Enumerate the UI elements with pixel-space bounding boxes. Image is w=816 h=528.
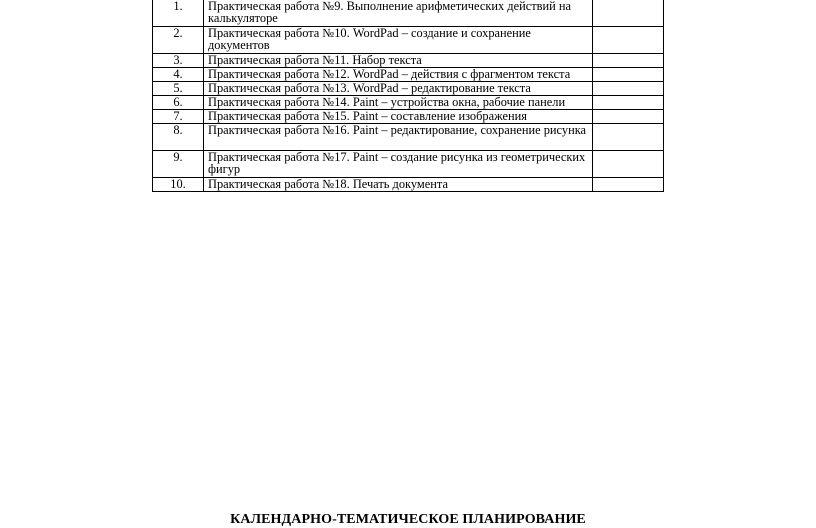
row-number: 9. (153, 151, 204, 178)
row-empty-cell (593, 151, 664, 178)
table-row (153, 96, 664, 110)
table-row (153, 151, 664, 178)
table-row (153, 0, 664, 27)
row-title: Практическая работа №11. Набор текста (204, 54, 593, 68)
row-number: 2. (153, 27, 204, 54)
row-empty-cell (593, 82, 664, 96)
table-row (153, 54, 664, 68)
table-row (153, 82, 664, 96)
row-number: 10. (153, 178, 204, 192)
row-title: Практическая работа №18. Печать документа (204, 178, 593, 192)
row-title: Практическая работа №10. WordPad – создание и сохранение документов (204, 27, 593, 54)
row-empty-cell (593, 0, 664, 27)
row-title: Практическая работа №9. Выполнение арифметических действий на калькуляторе (204, 0, 593, 27)
table-row (153, 68, 664, 82)
section-heading: КАЛЕНДАРНО-ТЕМАТИЧЕСКОЕ ПЛАНИРОВАНИЕ (230, 512, 586, 527)
practical-works-table-body (153, 0, 664, 192)
row-title: Практическая работа №15. Paint – составление изображения (204, 110, 593, 124)
table-row (153, 27, 664, 54)
row-number: 5. (153, 82, 204, 96)
row-number: 3. (153, 54, 204, 68)
table-row (153, 178, 664, 192)
row-number: 8. (153, 124, 204, 151)
table-row (153, 124, 664, 151)
row-title: Практическая работа №14. Paint – устройства окна, рабочие панели (204, 96, 593, 110)
row-empty-cell (593, 110, 664, 124)
row-empty-cell (593, 68, 664, 82)
row-empty-cell (593, 54, 664, 68)
row-title: Практическая работа №12. WordPad – действия с фрагментом текста (204, 68, 593, 82)
practical-works-table (152, 0, 664, 192)
row-empty-cell (593, 178, 664, 192)
table-row (153, 110, 664, 124)
row-title: Практическая работа №17. Paint – создание рисунка из геометрических фигур (204, 151, 593, 178)
row-number: 4. (153, 68, 204, 82)
row-number: 7. (153, 110, 204, 124)
row-empty-cell (593, 124, 664, 151)
row-number: 6. (153, 96, 204, 110)
row-empty-cell (593, 96, 664, 110)
row-empty-cell (593, 27, 664, 54)
row-number: 1. (153, 0, 204, 27)
row-title: Практическая работа №13. WordPad – редактирование текста (204, 82, 593, 96)
row-title: Практическая работа №16. Paint – редактирование, сохранение рисунка (204, 124, 593, 151)
